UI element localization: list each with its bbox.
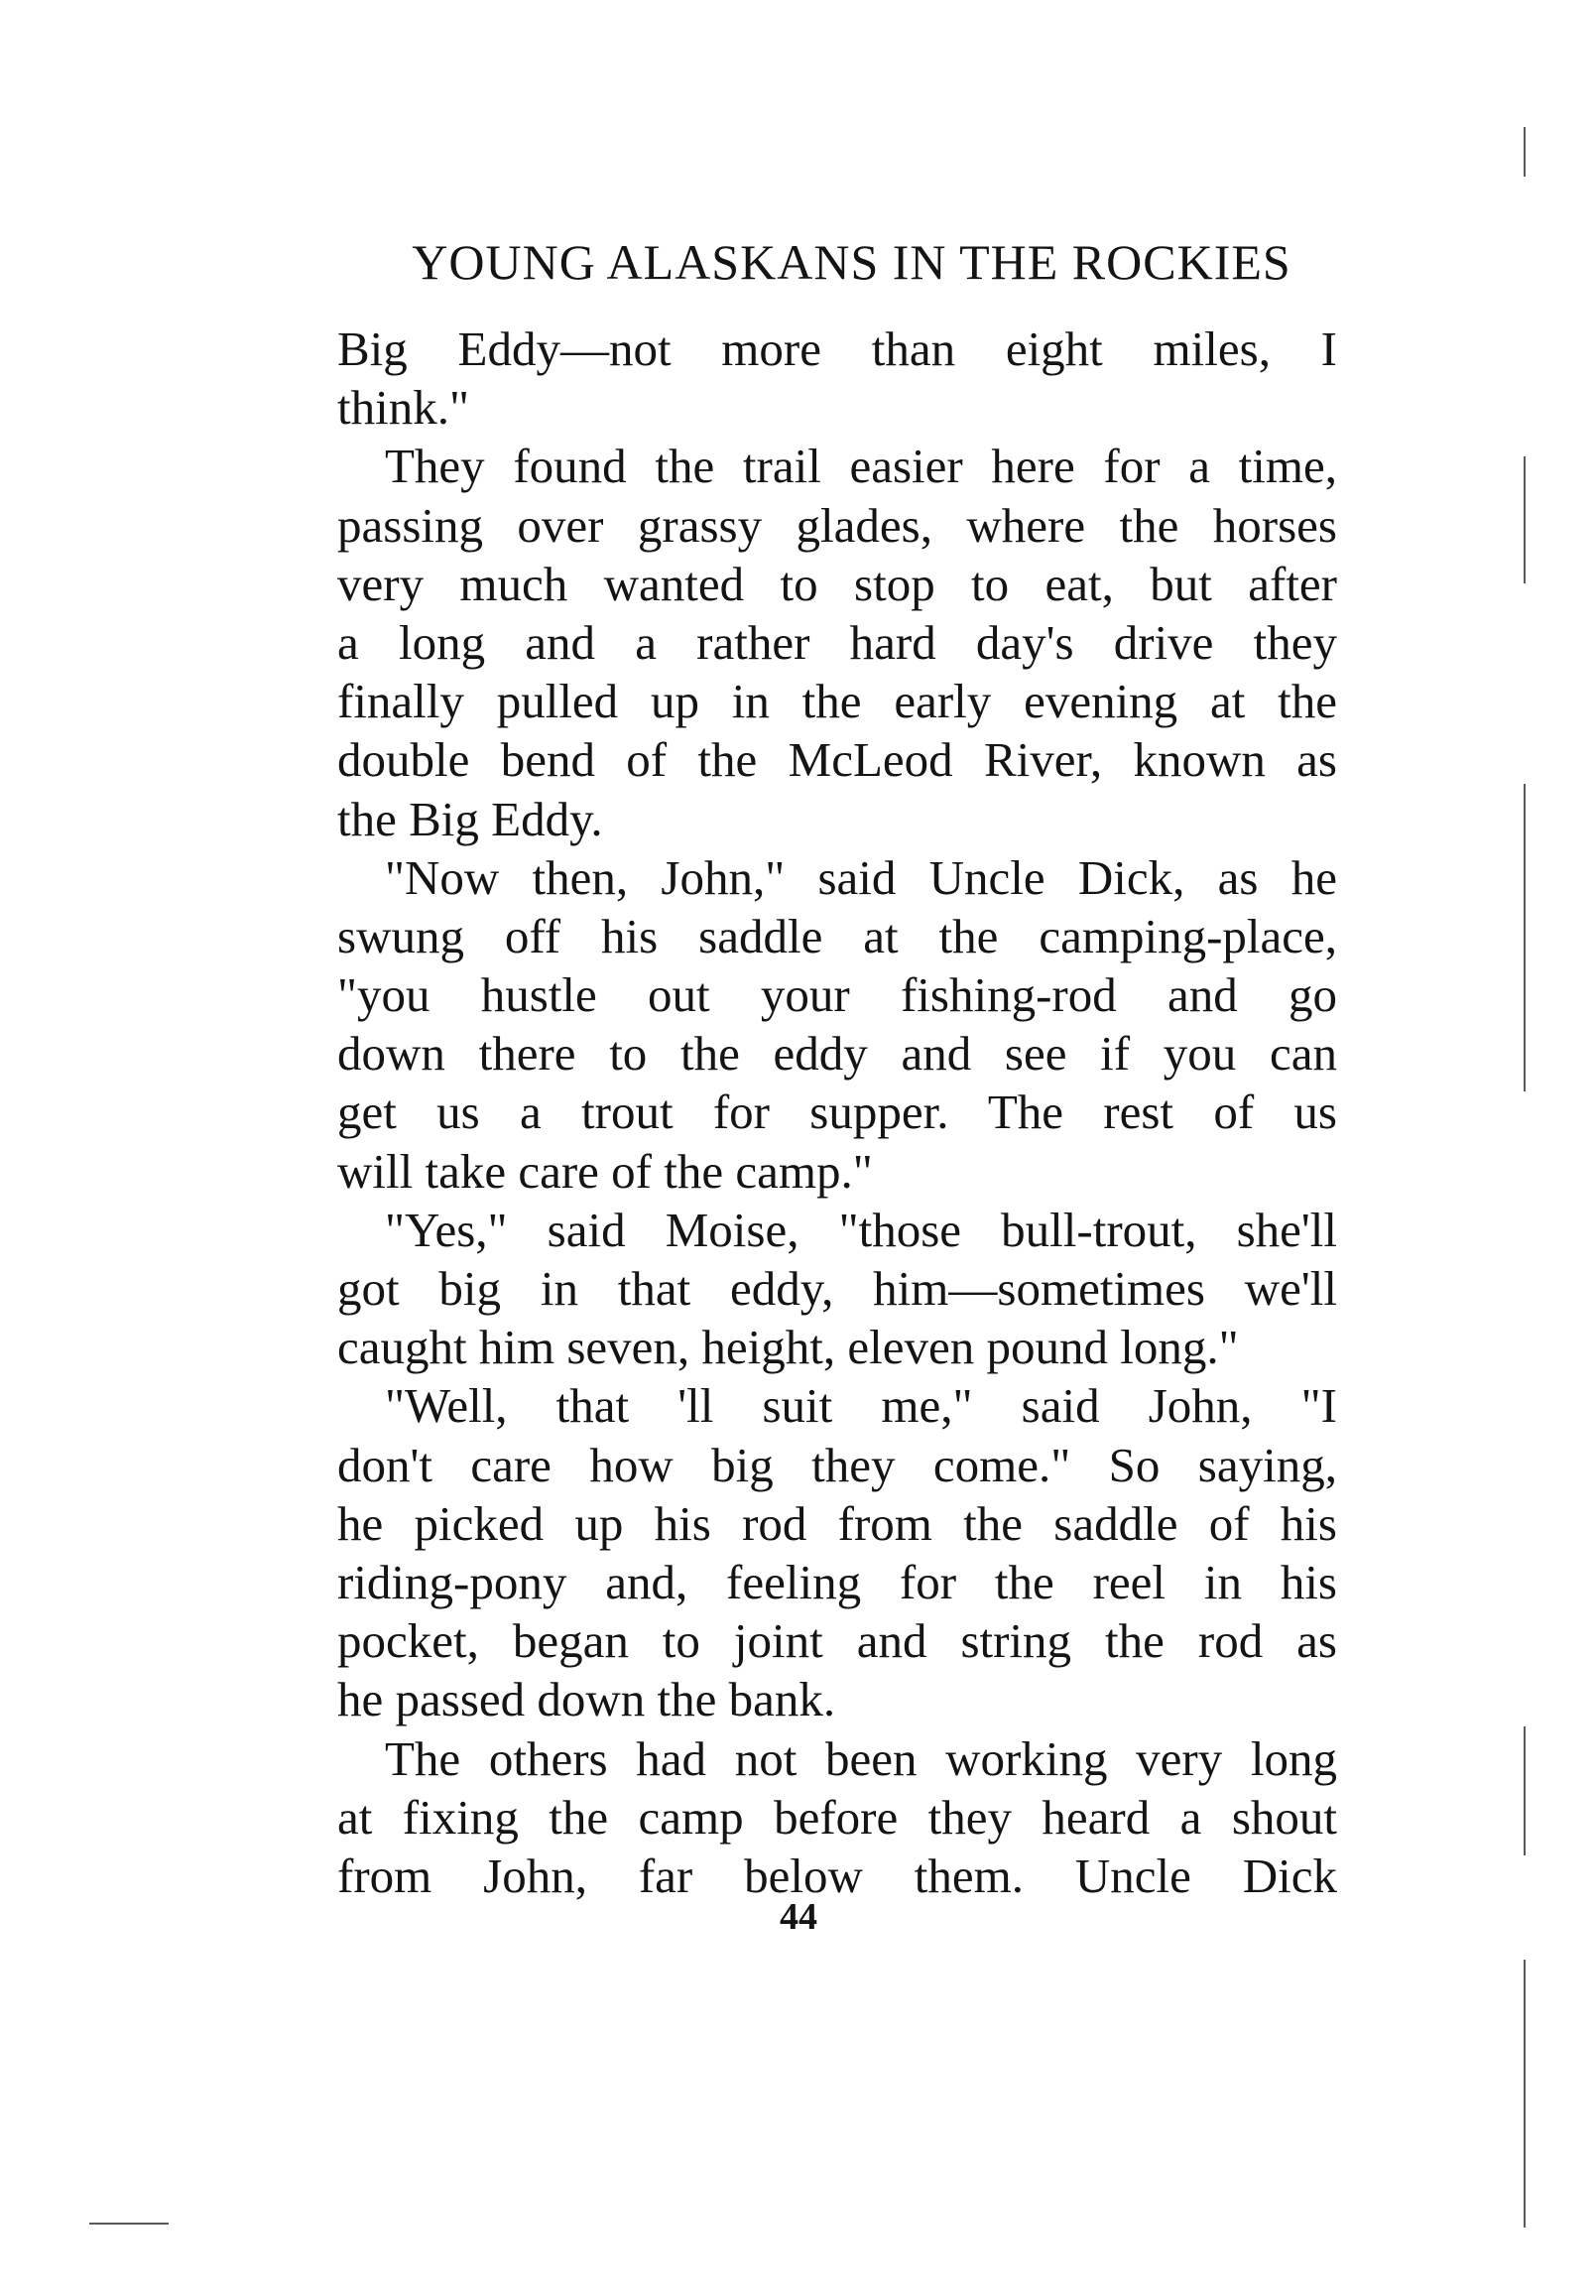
text-line: double bend of the McLeod River, known as [337,732,1337,788]
text-line: passing over grassy glades, where the horses [337,497,1337,553]
text-line: riding-pony and, feeling for the reel in his [337,1554,1337,1609]
running-head: YOUNG ALASKANS IN THE ROCKIES [412,234,1291,290]
text-line: from John, far below them. Uncle Dick [337,1848,1337,1903]
text-line: the Big Eddy. [337,791,603,846]
text-line: "Well, that 'll suit me," said John, "I [385,1378,1337,1434]
text-line: They found the trail easier here for a time, [385,439,1337,494]
text-line: finally pulled up in the early evening at the [337,674,1337,729]
text-line: The others had not been working very long [385,1730,1337,1786]
text-line: get us a trout for supper. The rest of us [337,1084,1337,1140]
page-number: 44 [780,1896,817,1938]
text-line: he passed down the bank. [337,1672,836,1727]
text-line: caught him seven, height, eleven pound long." [337,1320,1239,1375]
scan-edge-mark [1524,127,1526,177]
text-line: "Yes," said Moise, "those bull-trout, she'll [385,1202,1337,1257]
text-line: don't care how big they come." So saying, [337,1437,1337,1492]
scan-edge-mark [1524,456,1526,583]
text-line: swung off his saddle at the camping-place, [337,908,1337,963]
text-line: will take care of the camp." [337,1143,873,1199]
body-text [337,319,1337,1905]
text-line: Big Eddy—not more than eight miles, I [337,321,1337,376]
text-line: he picked up his rod from the saddle of his [337,1495,1337,1551]
text-line: at fixing the camp before they heard a shout [337,1789,1337,1845]
text-line: a long and a rather hard day's drive they [337,614,1337,670]
scan-edge-mark [1524,1960,1526,2228]
text-line: got big in that eddy, him—sometimes we'll [337,1261,1337,1316]
scan-edge-mark [89,2223,169,2225]
text-line: down there to the eddy and see if you can [337,1026,1337,1082]
text-line: very much wanted to stop to eat, but after [337,556,1337,611]
scan-edge-mark [1524,784,1526,1091]
text-line: "you hustle out your fishing-rod and go [337,967,1337,1023]
text-line: pocket, began to joint and string the rod as [337,1613,1337,1669]
text-line: think." [337,380,469,436]
scan-edge-mark [1524,1726,1526,1855]
text-line: "Now then, John," said Uncle Dick, as he [385,849,1337,905]
